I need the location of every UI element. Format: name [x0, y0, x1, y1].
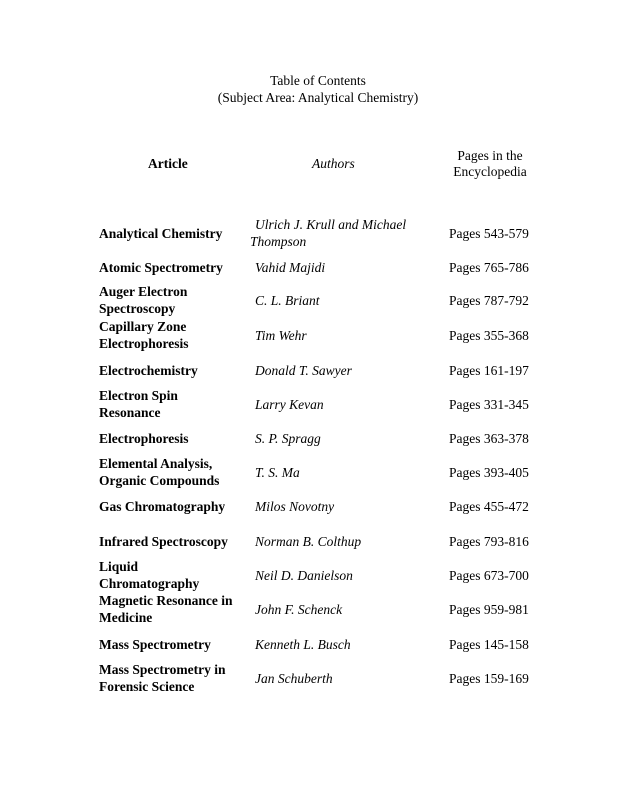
article-title-line: Analytical Chemistry	[99, 225, 223, 241]
article-title	[99, 592, 249, 626]
article-pages-line: Pages 765-786	[449, 259, 529, 275]
article-authors-line: Neil D. Danielson	[255, 567, 353, 583]
article-pages	[449, 533, 559, 550]
article-title-line: Medicine	[99, 610, 153, 625]
column-header-authors: Authors	[312, 156, 355, 171]
article-title-line: Gas Chromatography	[99, 498, 226, 514]
article-authors-line: T. S. Ma	[255, 464, 300, 480]
article-pages	[449, 259, 559, 276]
article-authors	[250, 498, 425, 515]
article-title-line: Organic Compounds	[99, 473, 220, 488]
article-title-line: Elemental Analysis,	[99, 456, 213, 471]
column-header-article: Article	[148, 156, 188, 171]
article-title	[99, 387, 249, 421]
column-header-pages	[440, 148, 540, 180]
article-authors	[250, 362, 425, 379]
article-authors-line: John F. Schenck	[255, 601, 343, 617]
article-authors-line: Norman B. Colthup	[255, 533, 362, 549]
article-title	[99, 430, 249, 447]
article-pages-line: Pages 793-816	[449, 533, 529, 549]
article-authors	[250, 396, 425, 413]
article-pages-line: Pages 673-700	[449, 567, 529, 583]
article-pages	[449, 636, 559, 653]
article-authors-line: Donald T. Sawyer	[255, 362, 352, 378]
article-title-line: Infrared Spectroscopy	[99, 533, 228, 549]
article-title-line: Atomic Spectrometry	[99, 259, 223, 275]
article-title-line: Magnetic Resonance in	[99, 593, 233, 608]
article-title-line: Electrochemistry	[99, 362, 198, 378]
title-line-1: Table of Contents	[270, 73, 366, 88]
article-title	[99, 283, 249, 317]
article-authors	[250, 464, 425, 481]
article-pages	[449, 567, 559, 584]
article-title	[99, 661, 249, 695]
article-title	[99, 498, 249, 515]
article-authors-line: Kenneth L. Busch	[255, 636, 351, 652]
article-pages	[449, 225, 559, 242]
article-title-line: Chromatography	[99, 576, 200, 591]
document-title	[0, 72, 617, 106]
article-pages-line: Pages 355-368	[449, 327, 529, 343]
article-title	[99, 362, 249, 379]
article-authors	[250, 567, 425, 584]
article-pages-line: Pages 145-158	[449, 636, 529, 652]
title-line-2: (Subject Area: Analytical Chemistry)	[217, 90, 419, 105]
article-pages	[449, 327, 559, 344]
article-pages-line: Pages 159-169	[449, 670, 529, 686]
article-title-line: Electrophoresis	[99, 336, 189, 351]
article-pages	[449, 430, 559, 447]
article-authors	[250, 636, 425, 653]
article-authors	[250, 259, 425, 276]
article-title-line: Mass Spectrometry in	[99, 662, 226, 677]
article-authors-line: Tim Wehr	[255, 327, 307, 343]
article-pages	[449, 396, 559, 413]
column-header-pages-line-1: Pages in the	[457, 148, 523, 163]
article-authors	[250, 670, 425, 687]
article-pages-line: Pages 331-345	[449, 396, 529, 412]
article-authors-line: Jan Schuberth	[255, 670, 333, 686]
article-title	[99, 533, 249, 550]
article-title	[99, 318, 249, 352]
article-authors	[250, 216, 425, 250]
article-title-line: Capillary Zone	[99, 319, 187, 334]
article-title	[99, 455, 249, 489]
column-header-pages-line-2: Encyclopedia	[453, 164, 527, 179]
article-title-line: Electron Spin	[99, 388, 178, 403]
article-authors-line: Thompson	[250, 234, 307, 249]
article-title-line: Mass Spectrometry	[99, 636, 211, 652]
article-authors-line: Vahid Majidi	[255, 259, 326, 275]
article-pages-line: Pages 787-792	[449, 292, 529, 308]
article-pages	[449, 362, 559, 379]
article-pages	[449, 292, 559, 309]
article-title-line: Forensic Science	[99, 679, 195, 694]
article-pages-line: Pages 959-981	[449, 601, 529, 617]
article-authors-line: Larry Kevan	[255, 396, 324, 412]
article-authors-line: Milos Novotny	[255, 498, 335, 514]
article-pages	[449, 670, 559, 687]
article-authors	[250, 327, 425, 344]
article-authors	[250, 430, 425, 447]
article-pages-line: Pages 363-378	[449, 430, 529, 446]
article-pages-line: Pages 543-579	[449, 225, 529, 241]
article-title-line: Spectroscopy	[99, 301, 176, 316]
article-title-line: Electrophoresis	[99, 430, 189, 446]
article-pages	[449, 601, 559, 618]
article-pages-line: Pages 393-405	[449, 464, 529, 480]
article-title	[99, 636, 249, 653]
article-authors-line: S. P. Spragg	[255, 430, 321, 446]
article-pages-line: Pages 455-472	[449, 498, 529, 514]
article-title	[99, 558, 249, 592]
article-authors-line: C. L. Briant	[255, 292, 320, 308]
article-authors	[250, 292, 425, 309]
article-title-line: Auger Electron	[99, 284, 188, 299]
article-title	[99, 225, 249, 242]
article-authors	[250, 533, 425, 550]
article-authors-line: Ulrich J. Krull and Michael	[255, 217, 407, 232]
article-title-line: Liquid	[99, 559, 139, 574]
article-title	[99, 259, 249, 276]
article-pages	[449, 464, 559, 481]
article-authors	[250, 601, 425, 618]
article-title-line: Resonance	[99, 405, 161, 420]
article-pages-line: Pages 161-197	[449, 362, 529, 378]
article-pages	[449, 498, 559, 515]
